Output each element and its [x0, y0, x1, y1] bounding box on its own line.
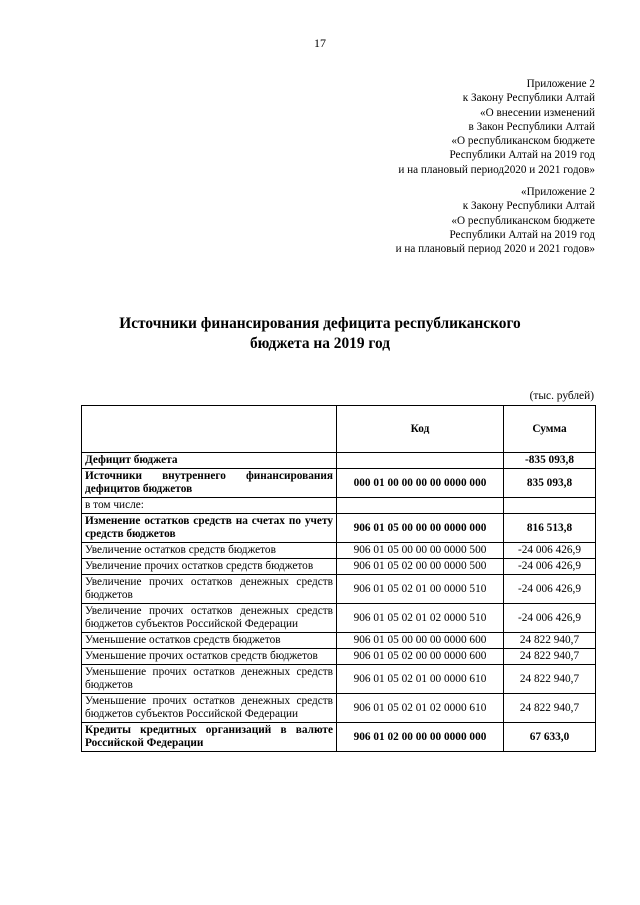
row-sum: -24 006 426,9: [504, 559, 596, 575]
row-code: 000 01 00 00 00 00 0000 000: [337, 469, 504, 498]
financing-sources-table: [81, 405, 596, 752]
table-row: [82, 633, 596, 649]
row-sum: -24 006 426,9: [504, 604, 596, 633]
header-name: [82, 406, 337, 453]
table-row: [82, 559, 596, 575]
row-name: Увеличение прочих остатков денежных средств бюджетов: [82, 575, 337, 604]
annex-line: Республики Алтай на 2019 год: [449, 149, 595, 162]
row-name: Дефицит бюджета: [82, 453, 337, 469]
row-sum: [504, 498, 596, 514]
annex-line: Приложение 2: [526, 78, 595, 90]
row-code: 906 01 05 02 01 02 0000 510: [337, 604, 504, 633]
row-code: [337, 498, 504, 514]
row-code: 906 01 05 02 01 00 0000 510: [337, 575, 504, 604]
row-code: 906 01 02 00 00 00 0000 000: [337, 723, 504, 752]
row-code: 906 01 05 02 00 00 0000 500: [337, 559, 504, 575]
row-name: Изменение остатков средств на счетах по учету средств бюджетов: [82, 514, 337, 543]
header-sum: Сумма: [504, 406, 596, 453]
table-row: [82, 543, 596, 559]
row-code: [337, 453, 504, 469]
table-row: [82, 694, 596, 723]
row-sum: 24 822 940,7: [504, 665, 596, 694]
row-name: в том числе:: [82, 498, 337, 514]
row-code: 906 01 05 02 00 00 0000 600: [337, 649, 504, 665]
annex-line: и на плановый период2020 и 2021 годов»: [398, 163, 595, 176]
annex-line: и на плановый период 2020 и 2021 годов»: [395, 243, 595, 256]
page-number: 17: [314, 36, 326, 50]
row-code: 906 01 05 00 00 00 0000 500: [337, 543, 504, 559]
row-name: Уменьшение прочих остатков средств бюджетов: [82, 649, 337, 665]
table-header-row: [82, 406, 596, 453]
annex-line: «О внесении изменений: [479, 106, 595, 119]
document-title: [0, 314, 640, 354]
row-sum: 67 633,0: [504, 723, 596, 752]
title-line: Источники финансирования дефицита республиканского: [119, 315, 521, 332]
row-sum: 835 093,8: [504, 469, 596, 498]
row-code: 906 01 05 02 01 02 0000 610: [337, 694, 504, 723]
annex-line: «О республиканском бюджете: [451, 135, 595, 148]
annex-header-amendment: [398, 77, 595, 177]
row-sum: 24 822 940,7: [504, 649, 596, 665]
row-sum: 816 513,8: [504, 514, 596, 543]
row-sum: -835 093,8: [504, 453, 596, 469]
table-row: [82, 723, 596, 752]
table-row: [82, 453, 596, 469]
annex-line: «О республиканском бюджете: [451, 214, 595, 227]
row-name: Уменьшение остатков средств бюджетов: [82, 633, 337, 649]
header-code: Код: [337, 406, 504, 453]
table-row: [82, 604, 596, 633]
annex-line: к Закону Республики Алтай: [462, 92, 595, 105]
table-row: [82, 469, 596, 498]
row-name: Увеличение прочих остатков средств бюджетов: [82, 559, 337, 575]
row-sum: 24 822 940,7: [504, 694, 596, 723]
row-code: 906 01 05 00 00 00 0000 000: [337, 514, 504, 543]
annex-header-original: [396, 185, 595, 256]
table-row: [82, 514, 596, 543]
row-sum: -24 006 426,9: [504, 575, 596, 604]
row-name: Источники внутреннего финансирования дефицитов бюджетов: [82, 469, 337, 498]
table-row: [82, 665, 596, 694]
row-name: Уменьшение прочих остатков денежных средств бюджетов: [82, 665, 337, 694]
row-code: 906 01 05 02 01 00 0000 610: [337, 665, 504, 694]
row-code: 906 01 05 00 00 00 0000 600: [337, 633, 504, 649]
title-line: бюджета на 2019 год: [249, 335, 391, 352]
annex-line: к Закону Республики Алтай: [462, 200, 595, 213]
annex-line: в Закон Республики Алтай: [468, 120, 595, 133]
row-name: Кредиты кредитных организаций в валюте Российской Федерации: [82, 723, 337, 752]
row-name: Увеличение прочих остатков денежных средств бюджетов субъектов Российской Федерации: [82, 604, 337, 633]
row-sum: 24 822 940,7: [504, 633, 596, 649]
row-sum: -24 006 426,9: [504, 543, 596, 559]
units-note: (тыс. рублей): [529, 390, 594, 402]
annex-line: Республики Алтай на 2019 год: [449, 228, 595, 241]
table-row: [82, 498, 596, 514]
row-name: Увеличение остатков средств бюджетов: [82, 543, 337, 559]
table-row: [82, 649, 596, 665]
row-name: Уменьшение прочих остатков денежных средств бюджетов субъектов Российской Федерации: [82, 694, 337, 723]
annex-line: «Приложение 2: [520, 186, 595, 198]
table-row: [82, 575, 596, 604]
